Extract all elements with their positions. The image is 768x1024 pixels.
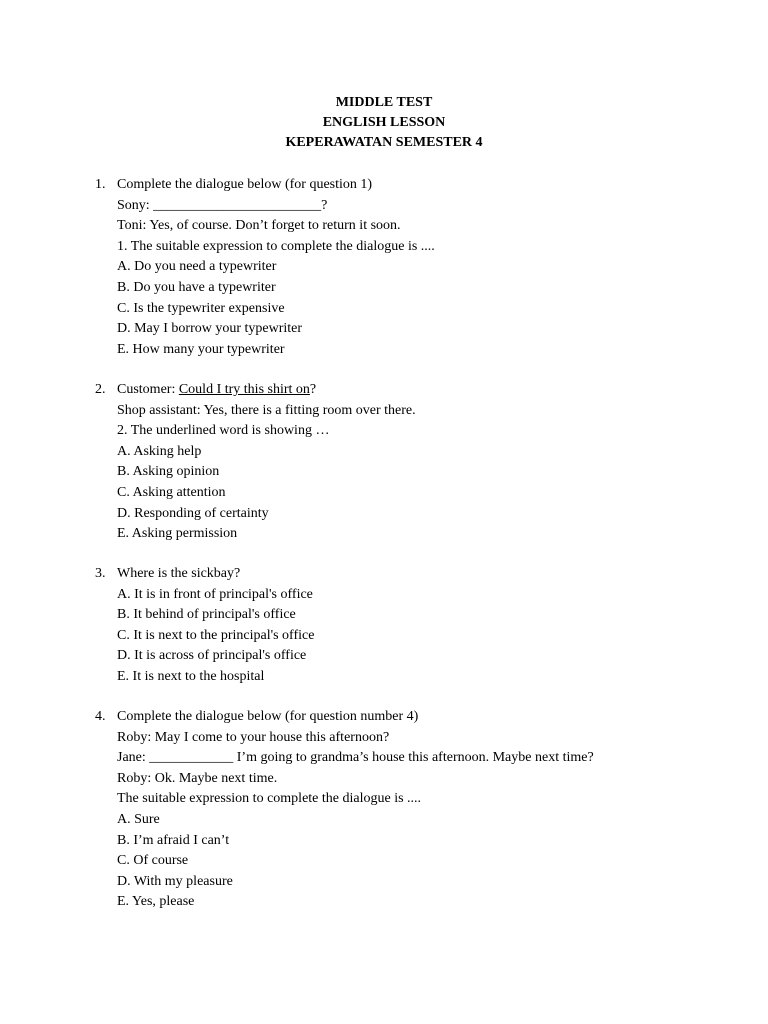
question-number: 1. [95, 177, 106, 192]
option-d: D. Responding of certainty [117, 505, 269, 521]
option-c: C. Of course [117, 853, 189, 869]
dialogue-line: Shop assistant: Yes, there is a fitting room over there. [117, 402, 416, 418]
dialogue-line: Roby: Ok. Maybe next time. [117, 770, 278, 786]
question-number: 4. [95, 709, 106, 724]
question-prompt [95, 175, 715, 196]
option-e: E. It is next to the hospital [117, 668, 265, 684]
question-instruction: 1. The suitable expression to complete the dialogue is .... [117, 238, 435, 254]
underlined-expression: Could I try this shirt on [178, 382, 310, 397]
question-instruction: 2. The underlined word is showing … [117, 423, 330, 439]
question-1 [95, 175, 715, 360]
subject-title: ENGLISH LESSON [322, 115, 446, 130]
dialogue-line: Toni: Yes, of course. Don’t forget to return it soon. [117, 218, 401, 234]
question-number: 2. [95, 382, 106, 397]
option-a: A. It is in front of principal's office [117, 586, 313, 602]
question-prompt [95, 707, 715, 728]
dialogue-line: Sony: ________________________? [117, 197, 328, 213]
option-b: B. Asking opinion [117, 464, 220, 480]
speaker-label: Customer: [117, 382, 179, 397]
question-4 [95, 707, 715, 913]
option-c: C. Is the typewriter expensive [117, 300, 285, 316]
question-text: Where is the sickbay? [117, 566, 241, 581]
option-b: B. I’m afraid I can’t [117, 832, 230, 848]
test-title: MIDDLE TEST [335, 95, 433, 110]
option-c: C. It is next to the principal's office [117, 627, 315, 643]
option-a: A. Sure [117, 811, 160, 827]
option-e: E. Yes, please [117, 894, 195, 910]
question-text: Complete the dialogue below (for question number 4) [117, 709, 419, 724]
question-instruction: The suitable expression to complete the dialogue is .... [117, 791, 422, 807]
document-header [0, 93, 768, 153]
question-mark: ? [309, 382, 317, 397]
option-b: B. It behind of principal's office [117, 607, 296, 623]
question-3 [95, 564, 715, 688]
question-prompt [95, 564, 715, 585]
option-e: E. How many your typewriter [117, 341, 285, 357]
option-c: C. Asking attention [117, 484, 226, 500]
question-2 [95, 380, 715, 545]
option-a: A. Asking help [117, 443, 202, 459]
option-d: D. With my pleasure [117, 873, 233, 889]
option-d: D. It is across of principal's office [117, 648, 307, 664]
option-b: B. Do you have a typewriter [117, 279, 276, 295]
option-d: D. May I borrow your typewriter [117, 321, 303, 337]
dialogue-line: Roby: May I come to your house this afternoon? [117, 729, 390, 745]
option-a: A. Do you need a typewriter [117, 259, 277, 275]
question-prompt [95, 380, 715, 401]
class-title: KEPERAWATAN SEMESTER 4 [285, 135, 483, 150]
dialogue-line: Jane: ____________ I’m going to grandma’s house this afternoon. Maybe next time? [117, 750, 594, 766]
question-number: 3. [95, 566, 106, 581]
question-text: Complete the dialogue below (for question 1) [117, 177, 373, 192]
option-e: E. Asking permission [117, 526, 238, 542]
